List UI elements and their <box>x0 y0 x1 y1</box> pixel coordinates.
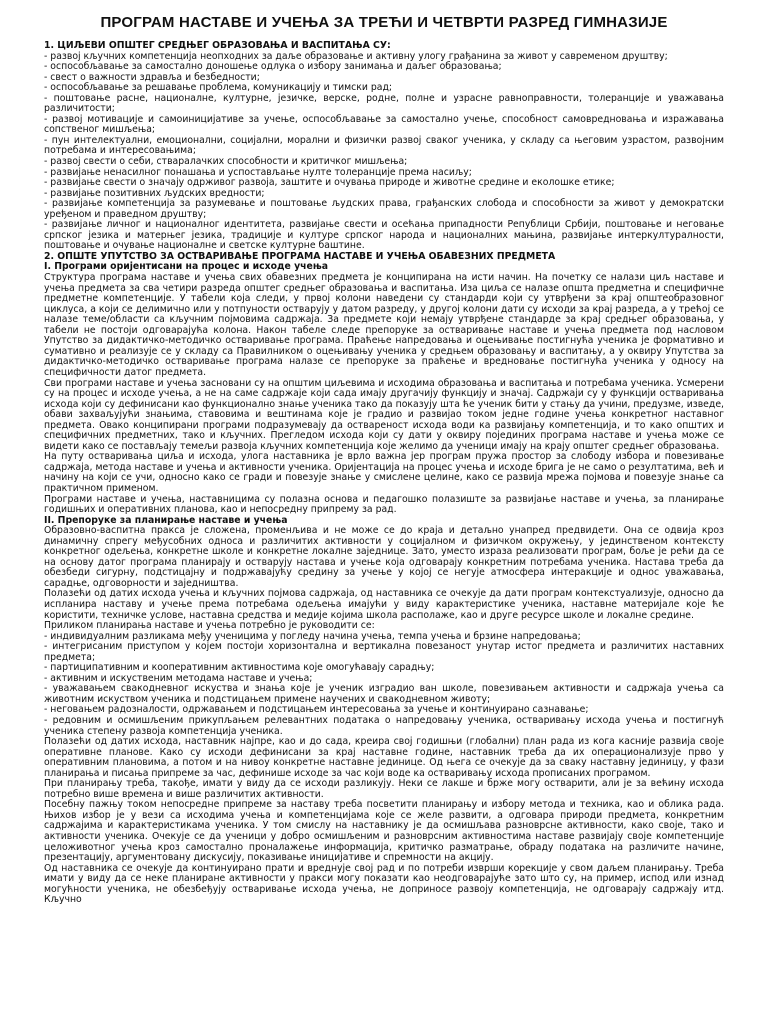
paragraph: Приликом планирања наставе и учења потребно је руководити се: <box>44 620 375 632</box>
goals-list <box>44 52 724 252</box>
paragraph: Структура програма наставе и учења свих обавезних предмета је конципирана на исти начин. На почетку се налази циљ наставе и учења предмета за сва четири разреда општег средњег образовања и васпитања. Иза циља се налазе општа предметна и специфичне предметне компетенције. У табели која следи, у првој колони наведени су стандарди који су утврђени за крај општеобразовног циклуса, а који се делимично или у потпуности остварују у датом разреду, у другој колони дати су исходи за крај разреда, а у трећој се налазе теме/области са кључним појмовима садржаја. За предмете који немају утврђене стандарде за крај средњег образовања, у табели не постоји одговарајућа колона. Након табеле следе препоруке за остваривање наставе и учења предмета под насловом Упутство за дидактичко-методичко остваривање програма. Праћење напредовања и оцењивање постигнућа ученика је формативно и сумативно и реализује се у складу са Правилником о оцењивању ученика у средњем образовању и васпитању, а у оквиру Упутства за дидактичко-методичко остваривање програма налазе се препоруке за праћење и вредновање постигнућа ученика у односу на специфичности датог предмета. <box>44 272 724 378</box>
subsection-1-heading: I. Програми оријентисани на процес и исходе учења <box>44 261 328 273</box>
list-item: - интегрисаним приступом у којем постоји хоризонтална и вертикална повезаност унутар истог предмета и различитих наставних предмета; <box>44 641 724 663</box>
list-item: - уважавањем свакодневног искуства и знања које је ученик изградио ван школе, повезивањем активности и садржаја учења са животним искуством ученика и подстицањем примене научених и свакодневном животу; <box>44 683 724 705</box>
list-item: - оспособљавање за решавање проблема, комуникацију и тимски рад; <box>44 82 393 94</box>
list-item: - развијање позитивних људских вредности; <box>44 187 265 199</box>
paragraph: При планирању треба, такође, имати у виду да се исходи разликују. Неки се лакше и брже могу остварити, али је за већину исхода потребно више времена и више различитих активности. <box>44 778 724 800</box>
list-item: - активним и искуственим методама наставе и учења; <box>44 672 313 684</box>
list-item: - развој мотивације и самоиницијативе за учење, оспособљавање за самостално учење, способност самовредновања и изражавања сопственог мишљења; <box>44 113 724 136</box>
section-instructions <box>44 252 724 906</box>
paragraph: Полазећи од датих исхода, наставник најпре, као и до сада, креира свој годишњи (глобални) план рада из кога касније развија своје оперативне планове. Како су исходи дефинисани за крај наставне године, наставник треба да их операционализује прво у оперативним плановима, а потом и на нивоу конкретне наставне јединице. Од њега се очекује да за сваку наставну јединицу, у фази планирања и писања припреме за час, дефинише исходе за час који воде ка остваривању исхода прописаних програмом. <box>44 736 724 779</box>
list-item: - поштовање расне, националне, културне, језичке, верске, родне, полне и узрасне равноправности, толеранције и уважавања различитости; <box>44 92 724 115</box>
list-item: - развијање компетенција за разумевање и поштовање људских права, грађанских слобода и способности за живот у демократски уређеном и праведном друштву; <box>44 198 724 220</box>
list-item: - пун интелектуални, емоционални, социјални, морални и физички развој сваког ученика, у складу са његовим узрастом, развојним потребама и интересовањима; <box>44 134 724 157</box>
list-item: - свест о важности здравља и безбедности; <box>44 71 260 83</box>
list-item: - редовним и осмишљеним прикупљањем релевантних података о напредовању ученика, остваривању исхода учења и постигнућ ученика степену развоја компетенција ученика. <box>44 715 724 737</box>
list-item: - развој свести о себи, стваралачких способности и критичког мишљења; <box>44 156 408 168</box>
paragraph: Посебну пажњу током непосредне припреме за наставу треба посветити планирању и избору метода и техника, као и облика рада. Њихов избор је у вези са исходима учења и компетенцијама које се желе развити, а одговара природи предмета, конкретним садржајима и карактеристикама ученика. У том смислу на наставнику је да осмишљава разноврсне активности, како своје, тако и активности ученика. Очекује се да ученици у добро осмишљеним и разноврсним активностима наставе развијају своје компетенције целоживотног учења кроз самостално проналажење информација, критичко разматрање, обраду података на различите начине, презентацију, аргументовану дискусију, показивање иницијативе и спремности на акцију. <box>44 799 724 864</box>
section-instructions-heading: 2. ОПШТЕ УПУТСТВО ЗА ОСТВАРИВАЊЕ ПРОГРАМА НАСТАВЕ И УЧЕЊА ОБАВЕЗНИХ ПРЕДМЕТА <box>44 250 556 262</box>
paragraph: На путу остваривања циља и исхода, улога наставника је врло важна јер програм пружа простор за слободу избора и повезивање садржаја, метода наставе и учења и активности ученика. Оријентација на процес учења и исходе брига је не само о резултатима, већ и начину на који се учи, односно како се гради и повезује знање у смислене целине, како се развија мрежа појмова и повезује знање са практичном применом. <box>44 451 724 494</box>
paragraph: Од наставника се очекује да континуирано прати и вреднује свој рад и по потреби изврши корекције у свом даљем планирању. Треба имати у виду да се неке планиране активности у пракси могу показати као неодговарајуће зато што су, на пример, испод или изнад могућности ученика, не обезбеђују остваривање исхода учења, не доприносе развоју компетенција, не одговарају садржају итд. Кључно <box>44 862 724 906</box>
list-item: - развијање ненасилног понашања и успостављање нулте толеранције према насиљу; <box>44 166 472 178</box>
list-item: - развој кључних компетенција неопходних за даље образовање и активну улогу грађанина за живот у савременом друштву; <box>44 50 668 62</box>
paragraph: Полазећи од датих исхода учења и кључних појмова садржаја, од наставника се очекује да дати програм контекстуализује, односно да испланира наставу и учење према потребама одељења имајући у виду карактеристике ученика, наставне материјале које ће користити, техничке услове, наставна средства и медије којима школа располаже, као и друге ресурсе школе и локалне средине. <box>44 588 724 621</box>
planning-list <box>44 632 724 737</box>
paragraph: Програми наставе и учења, наставницима су полазна основа и педагошко полазиште за развијање наставе и учења, за планирање годишњих и оперативних планова, као и непосредну припрему за рад. <box>44 493 724 516</box>
list-item: - партиципативним и кооперативним активностима које омогућавају сарадњу; <box>44 662 435 674</box>
section-goals <box>44 41 724 252</box>
list-item: - развијање свести о значају одрживог развоја, заштите и очувања природе и животне средине и еколошке етике; <box>44 177 615 189</box>
list-item: - оспособљавање за самостално доношење одлука о избору занимања и даљег образовања; <box>44 61 502 73</box>
document-title: ПРОГРАМ НАСТАВЕ И УЧЕЊА ЗА ТРЕЋИ И ЧЕТВРТИ РАЗРЕД ГИМНАЗИЈЕ <box>100 14 668 31</box>
subsection-2-heading: II. Препоруке за планирање наставе и учења <box>44 514 288 526</box>
list-item: - неговањем радозналости, одржавањем и подстицањем интересовања за учење и континуирано сазнавање; <box>44 704 589 716</box>
list-item: - развијање личног и националног идентитета, развијање свести и осећања припадности Републици Србији, поштовање и неговање српског језика и матерњег језика, традиције и културе српског народа и националних мањина, развијање интеркултуралности, поштовање и очување националне и светске културне баштине. <box>44 219 724 252</box>
section-goals-heading: 1. ЦИЉЕВИ ОПШТЕГ СРЕДЊЕГ ОБРАЗОВАЊА И ВАСПИТАЊА СУ: <box>44 40 391 51</box>
list-item: - индивидуалним разликама међу ученицима у погледу начина учења, темпа учења и брзине напредовања; <box>44 630 581 642</box>
paragraph: Образовно-васпитна пракса је сложена, променљива и не може се до краја и детаљно унапред предвидети. Она се одвија кроз динамичну спрегу међусобних односа и различитих активности у социјалном и физичком окружењу, у јединственом контексту конкретног одељења, конкретне школе и конкретне локалне заједнице. Зато, уместо израза реализовати програм, боље је рећи да се на основу датог програма планирају и остварују настава и учење која одговарају конкретним потребама ученика. Настава треба да обезбеди сигурну, подстицајну и подржавајућу средину за учење у којој се негује атмосфера интеракције и однос уважавања, сарадње, одговорности и заједништва. <box>44 525 724 589</box>
paragraph: Сви програми наставе и учења засновани су на општим циљевима и исходима образовања и васпитања и потребама ученика. Усмерени су на процес и исходе учења, а не на саме садржаје који сада имају другачију функцију и значај. Садржаји су у функцији остваривања исхода који су дефинисани као функционално знање ученика тако да показују шта ће ученик бити у стању да учини, предузме, изведе, обави захваљујући знањима, ставовима и вештинама које је градио и развијао током једне године учења конкретног наставног предмета. Овако конципирани програми подразумевају да оствареност исхода води ка развијању компетенција, и то како општих и специфичних предметних, тако и кључних. Прегледом исхода који су дати у оквиру појединих програма наставе и учења може се видети како се постављају темељи развоја кључних компетенција које желимо да ученици имају на крају општег средњег образовања. <box>44 377 724 452</box>
